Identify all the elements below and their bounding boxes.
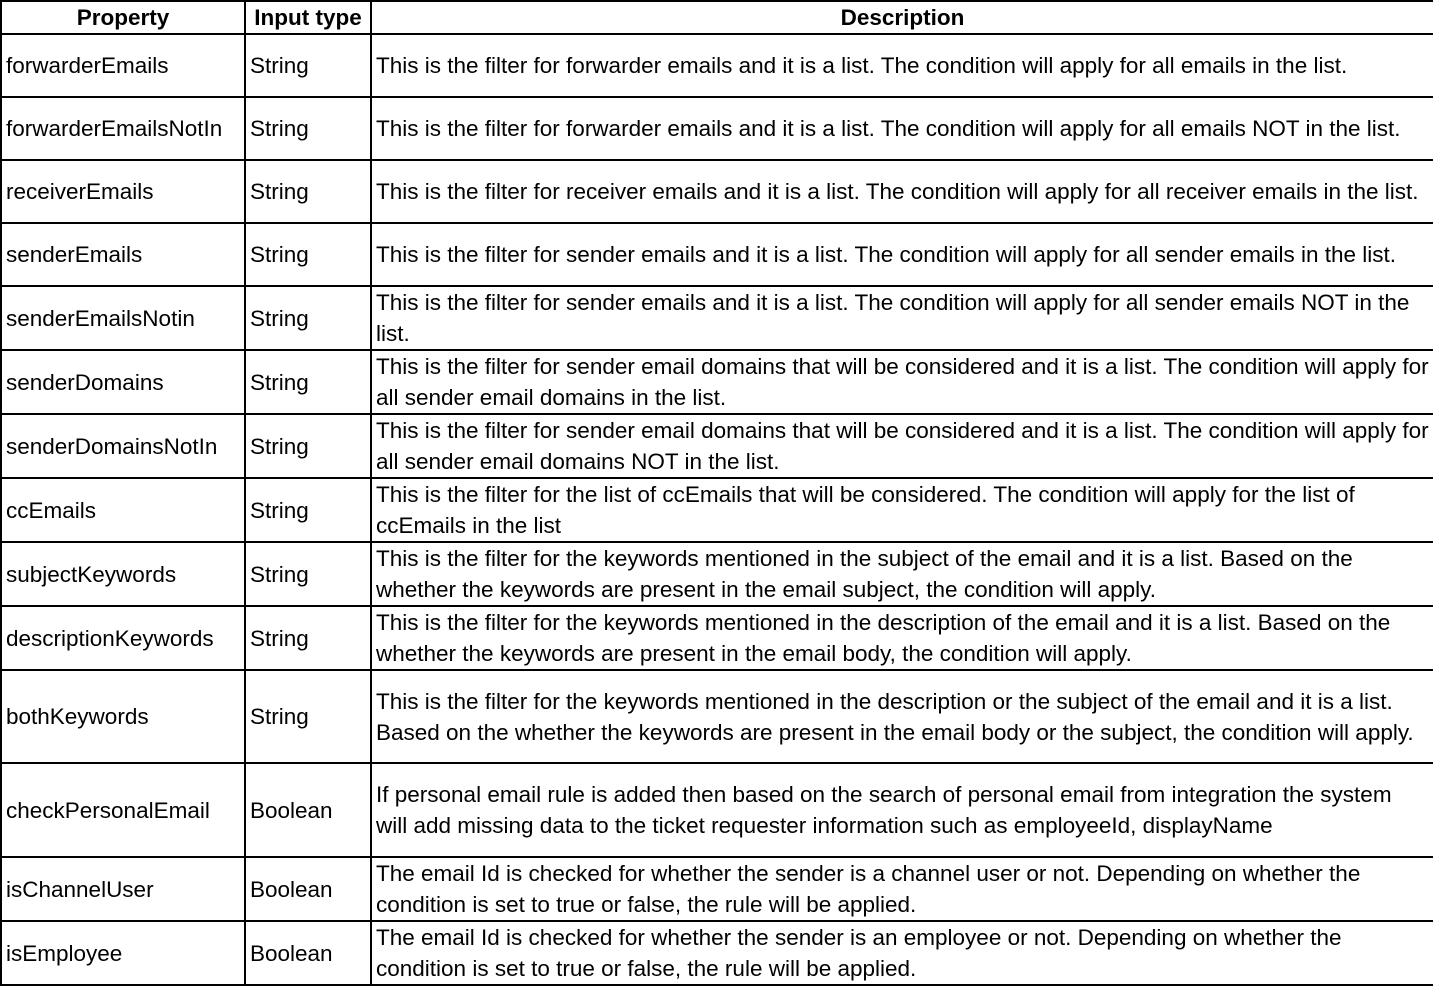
header-property: Property xyxy=(1,1,245,34)
type-cell: String xyxy=(245,542,371,606)
type-cell: String xyxy=(245,34,371,97)
property-cell: forwarderEmails xyxy=(1,34,245,97)
description-cell: This is the filter for sender email domains that will be considered and it is a list. The condition will apply for all sender email domains in the list. xyxy=(371,350,1433,414)
table-row xyxy=(1,763,1433,857)
type-cell: String xyxy=(245,478,371,542)
table-row xyxy=(1,34,1433,97)
type-cell: String xyxy=(245,97,371,160)
table-row xyxy=(1,857,1433,921)
description-cell: This is the filter for sender emails and it is a list. The condition will apply for all sender emails NOT in the list. xyxy=(371,286,1433,350)
header-input-type: Input type xyxy=(245,1,371,34)
description-cell: If personal email rule is added then based on the search of personal email from integration the system will add missing data to the ticket requester information such as employeeId, displayName xyxy=(371,763,1433,857)
header-row xyxy=(1,1,1433,34)
type-cell: Boolean xyxy=(245,921,371,985)
table-row xyxy=(1,160,1433,223)
table-row xyxy=(1,223,1433,286)
property-cell: senderDomainsNotIn xyxy=(1,414,245,478)
header-description: Description xyxy=(371,1,1433,34)
table-row xyxy=(1,921,1433,985)
table-row xyxy=(1,478,1433,542)
table-row xyxy=(1,606,1433,670)
description-cell: This is the filter for sender emails and it is a list. The condition will apply for all sender emails in the list. xyxy=(371,223,1433,286)
table-row xyxy=(1,97,1433,160)
property-cell: checkPersonalEmail xyxy=(1,763,245,857)
description-cell: This is the filter for receiver emails and it is a list. The condition will apply for all receiver emails in the list. xyxy=(371,160,1433,223)
description-cell: This is the filter for the keywords mentioned in the subject of the email and it is a list. Based on the whether the keywords are present in the email subject, the condition will apply. xyxy=(371,542,1433,606)
table-row xyxy=(1,414,1433,478)
property-cell: senderEmailsNotin xyxy=(1,286,245,350)
type-cell: String xyxy=(245,160,371,223)
property-cell: receiverEmails xyxy=(1,160,245,223)
property-cell: isChannelUser xyxy=(1,857,245,921)
type-cell: String xyxy=(245,414,371,478)
type-cell: String xyxy=(245,670,371,763)
description-cell: This is the filter for forwarder emails and it is a list. The condition will apply for all emails in the list. xyxy=(371,34,1433,97)
description-cell: The email Id is checked for whether the sender is an employee or not. Depending on whether the condition is set to true or false, the rule will be applied. xyxy=(371,921,1433,985)
property-cell: subjectKeywords xyxy=(1,542,245,606)
type-cell: String xyxy=(245,223,371,286)
type-cell: String xyxy=(245,286,371,350)
property-cell: senderDomains xyxy=(1,350,245,414)
table-row xyxy=(1,286,1433,350)
property-cell: forwarderEmailsNotIn xyxy=(1,97,245,160)
property-cell: descriptionKeywords xyxy=(1,606,245,670)
property-cell: ccEmails xyxy=(1,478,245,542)
property-cell: isEmployee xyxy=(1,921,245,985)
description-cell: This is the filter for the list of ccEmails that will be considered. The condition will apply for the list of ccEmails in the list xyxy=(371,478,1433,542)
description-cell: This is the filter for the keywords mentioned in the description or the subject of the email and it is a list. Based on the whether the keywords are present in the email body or the subject, the condition will apply. xyxy=(371,670,1433,763)
type-cell: Boolean xyxy=(245,763,371,857)
description-cell: This is the filter for sender email domains that will be considered and it is a list. The condition will apply for all sender email domains NOT in the list. xyxy=(371,414,1433,478)
type-cell: String xyxy=(245,350,371,414)
property-cell: senderEmails xyxy=(1,223,245,286)
description-cell: The email Id is checked for whether the sender is a channel user or not. Depending on whether the condition is set to true or false, the rule will be applied. xyxy=(371,857,1433,921)
type-cell: String xyxy=(245,606,371,670)
type-cell: Boolean xyxy=(245,857,371,921)
description-cell: This is the filter for forwarder emails and it is a list. The condition will apply for all emails NOT in the list. xyxy=(371,97,1433,160)
table-row xyxy=(1,542,1433,606)
table-row xyxy=(1,350,1433,414)
description-cell: This is the filter for the keywords mentioned in the description of the email and it is a list. Based on the whether the keywords are present in the email body, the condition will apply. xyxy=(371,606,1433,670)
property-cell: bothKeywords xyxy=(1,670,245,763)
table-row xyxy=(1,670,1433,763)
